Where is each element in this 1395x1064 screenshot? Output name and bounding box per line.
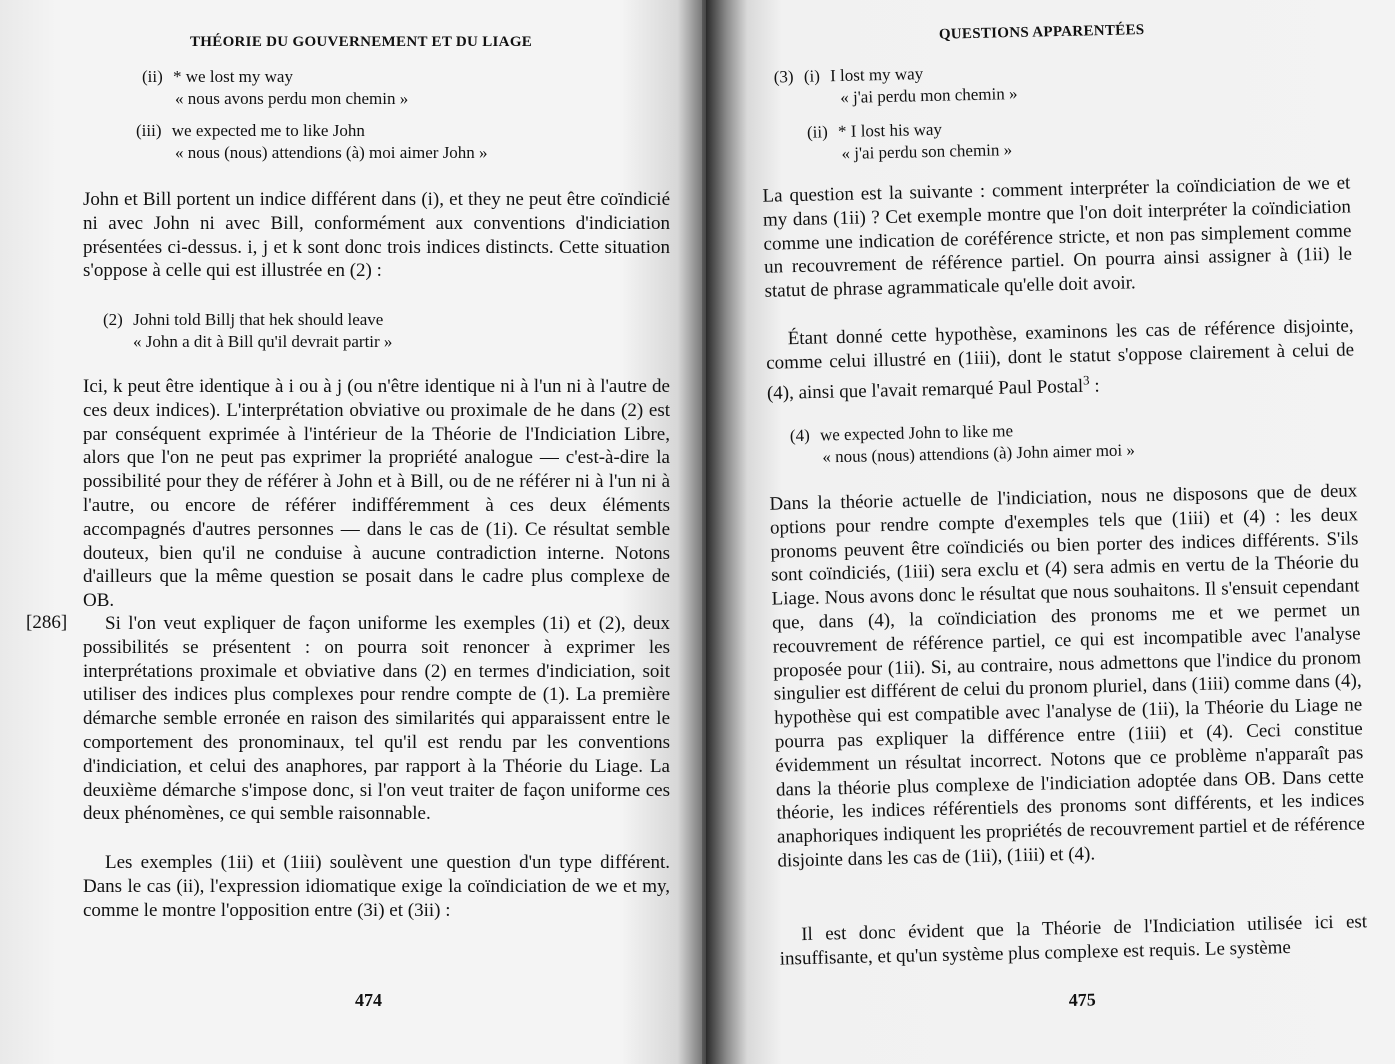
footnote-marker[interactable]: 3 bbox=[1082, 371, 1090, 388]
left-running-head: THÉORIE DU GOUVERNEMENT ET DU LIAGE bbox=[190, 34, 533, 50]
example-text: * I lost his way bbox=[837, 119, 943, 142]
example-number: (2) bbox=[103, 310, 123, 329]
right-page bbox=[706, 0, 1395, 1064]
example-text: * we lost my way bbox=[173, 67, 293, 86]
right-paragraph-3: Dans la théorie actuelle de l'indiciation, nous ne disposons que de deux options pour rendre compte d'exemples tels que (1iii) et (4) : les deux pronoms peuvent être coïndiciés ou bien porter des indices différents. S'ils sont coïndiciés, (1iii) sera exclu et (4) sera admis en vertu de la Théorie du Liage. Nous avons donc le résultat que nous souhaitons. Il s'ensuit cependant que, dans (4), la coïndiciation des pronoms me et we permet un recouvrement de référence partiel, ce qui est incompatible avec l'analyse proposée pour (1ii). Si, au contraire, nous admettons que l'indice du pronom singulier est différent de celui du pronom pluriel, dans (1iii) comme dans (4), hypothèse qui est compatible avec l'analyse de (1ii), la Théorie du Liage ne pourra pas expliquer la différence entre (1iii) et (4). Ceci constitue évidemment un résultat incorrect. Notons que ce problème n'apparaît pas dans la théorie plus complexe de l'indiciation adoptée dans OB. Dans cette théorie, les indices référentiels des pronoms sont différents, et les indices anaphoriques indiquent les propriétés de recouvrement partiel et de référence disjointe dans les cas de (1ii), (1iii) et (4). bbox=[769, 480, 1366, 872]
example-subnumber: (ii) bbox=[806, 122, 829, 142]
right-paragraph-4: Il est donc évident que la Théorie de l'Indiciation utilisée ici est insuffisante, et qu'un système plus complexe est requis. Le système bbox=[779, 911, 1368, 970]
left-paragraph-2: Ici, k peut être identique à i ou à j (ou n'être identique ni à l'un ni à l'autre de ces deux indices). L'interprétation obviative ou proximale de he dans (2) est par conséquent exprimée à l'intérieur de la Théorie de l'Indiciation Libre, alors que l'on ne peut pas exprimer la propriété analogue — c'est-à-dire la possibilité pour they de référer à John et à Bill, ou de ne référer ni à l'un ni à l'autre, ou encore de référer indifféremment à ces deux éléments accompagnés d'autres personnes — dans le cas de (1i). Ce résultat semble douteux, bien qu'il ne conduise à aucune contradiction interne. Notons d'ailleurs que la même question se posait dans le cadre plus complexe de OB. bbox=[83, 376, 670, 612]
example-3ii bbox=[807, 117, 1013, 166]
example-subnumber: (i) bbox=[803, 66, 821, 86]
example-translation: « nous (nous) attendions (à) John aimer moi » bbox=[822, 440, 1136, 467]
example-text: I lost my way bbox=[829, 64, 924, 86]
example-number: (4) bbox=[789, 425, 810, 446]
example-4 bbox=[790, 417, 1135, 469]
example-translation: « John a dit à Bill qu'il devrait partir » bbox=[133, 332, 393, 351]
example-number: (ii) bbox=[142, 67, 163, 86]
example-1ii bbox=[142, 66, 408, 110]
example-text: we expected John to like me bbox=[819, 421, 1014, 445]
example-translation: « nous avons perdu mon chemin » bbox=[175, 89, 409, 108]
right-paragraph-2: Étant donné cette hypothèse, examinons les cas de référence disjointe, comme celui illustré en (1iii), dont le statut s'oppose clairement à celui de (4), ainsi que l'avait remarqué Paul Postal$^3$ : bbox=[766, 315, 1355, 404]
example-2 bbox=[103, 309, 392, 353]
example-number: (3) bbox=[773, 67, 794, 87]
example-translation: « j'ai perdu son chemin » bbox=[841, 140, 1013, 163]
example-1iii bbox=[136, 120, 488, 164]
example-translation: « j'ai perdu mon chemin » bbox=[840, 83, 1018, 107]
left-paragraph-1: John et Bill portent un indice différent dans (i), et they ne peut être coïndicié ni avec John ni avec Bill, conformément aux conventions d'indiciation présentées ci-dessus. i, j et k sont donc trois indices distincts. Cette situation s'oppose à celle qui est illustrée en (2) : bbox=[83, 189, 670, 282]
right-paragraph-1: La question est la suivante : comment interpréter la coïndiciation de we et my dans (1ii) ? Cet exemple montre que l'on doit interpréter la coïndiciation comme une indication de coréférence stricte, et non pas simplement comme un recouvrement de référence partiel. On pourra ainsi assigner à (1ii) le statut de phrase agrammaticale qu'elle doit avoir. bbox=[762, 172, 1353, 302]
example-translation: « nous (nous) attendions (à) moi aimer John » bbox=[175, 143, 488, 162]
left-paragraph-4: Les exemples (1ii) et (1iii) soulèvent une question d'un type différent. Dans le cas (ii), l'expression idiomatique exige la coïndiciation de we et my, comme le montre l'opposition entre (3i) et (3ii) : bbox=[83, 852, 670, 921]
left-page-number: 474 bbox=[355, 990, 382, 1010]
example-number: (iii) bbox=[136, 121, 162, 140]
example-3 bbox=[774, 61, 1018, 111]
right-running-head: QUESTIONS APPARENTÉES bbox=[938, 22, 1145, 43]
example-text: we expected me to like John bbox=[171, 121, 365, 140]
right-page-number: 475 bbox=[1068, 989, 1097, 1011]
margin-page-reference: [286] bbox=[26, 612, 68, 633]
left-paragraph-3: Si l'on veut expliquer de façon uniforme les exemples (1i) et (2), deux possibilités se présentent : on pourra soit renoncer à exprimer les interprétations proximale et obviative dans (2) en termes d'indiciation, soit utiliser des indices plus complexes pour rendre compte de (1). La première démarche semble erronée en raison des similarités qui apparaissent entre le comportement des pronominaux, tel qu'il est rendu par les conventions d'indiciation, et celui des anaphores, par rapport à la Théorie du Liage. La deuxième démarche s'impose donc, si l'on veut traiter de façon uniforme ces deux phénomènes, ce qui semble raisonnable. bbox=[83, 613, 670, 825]
example-text: Johni told Billj that hek should leave bbox=[133, 310, 384, 329]
